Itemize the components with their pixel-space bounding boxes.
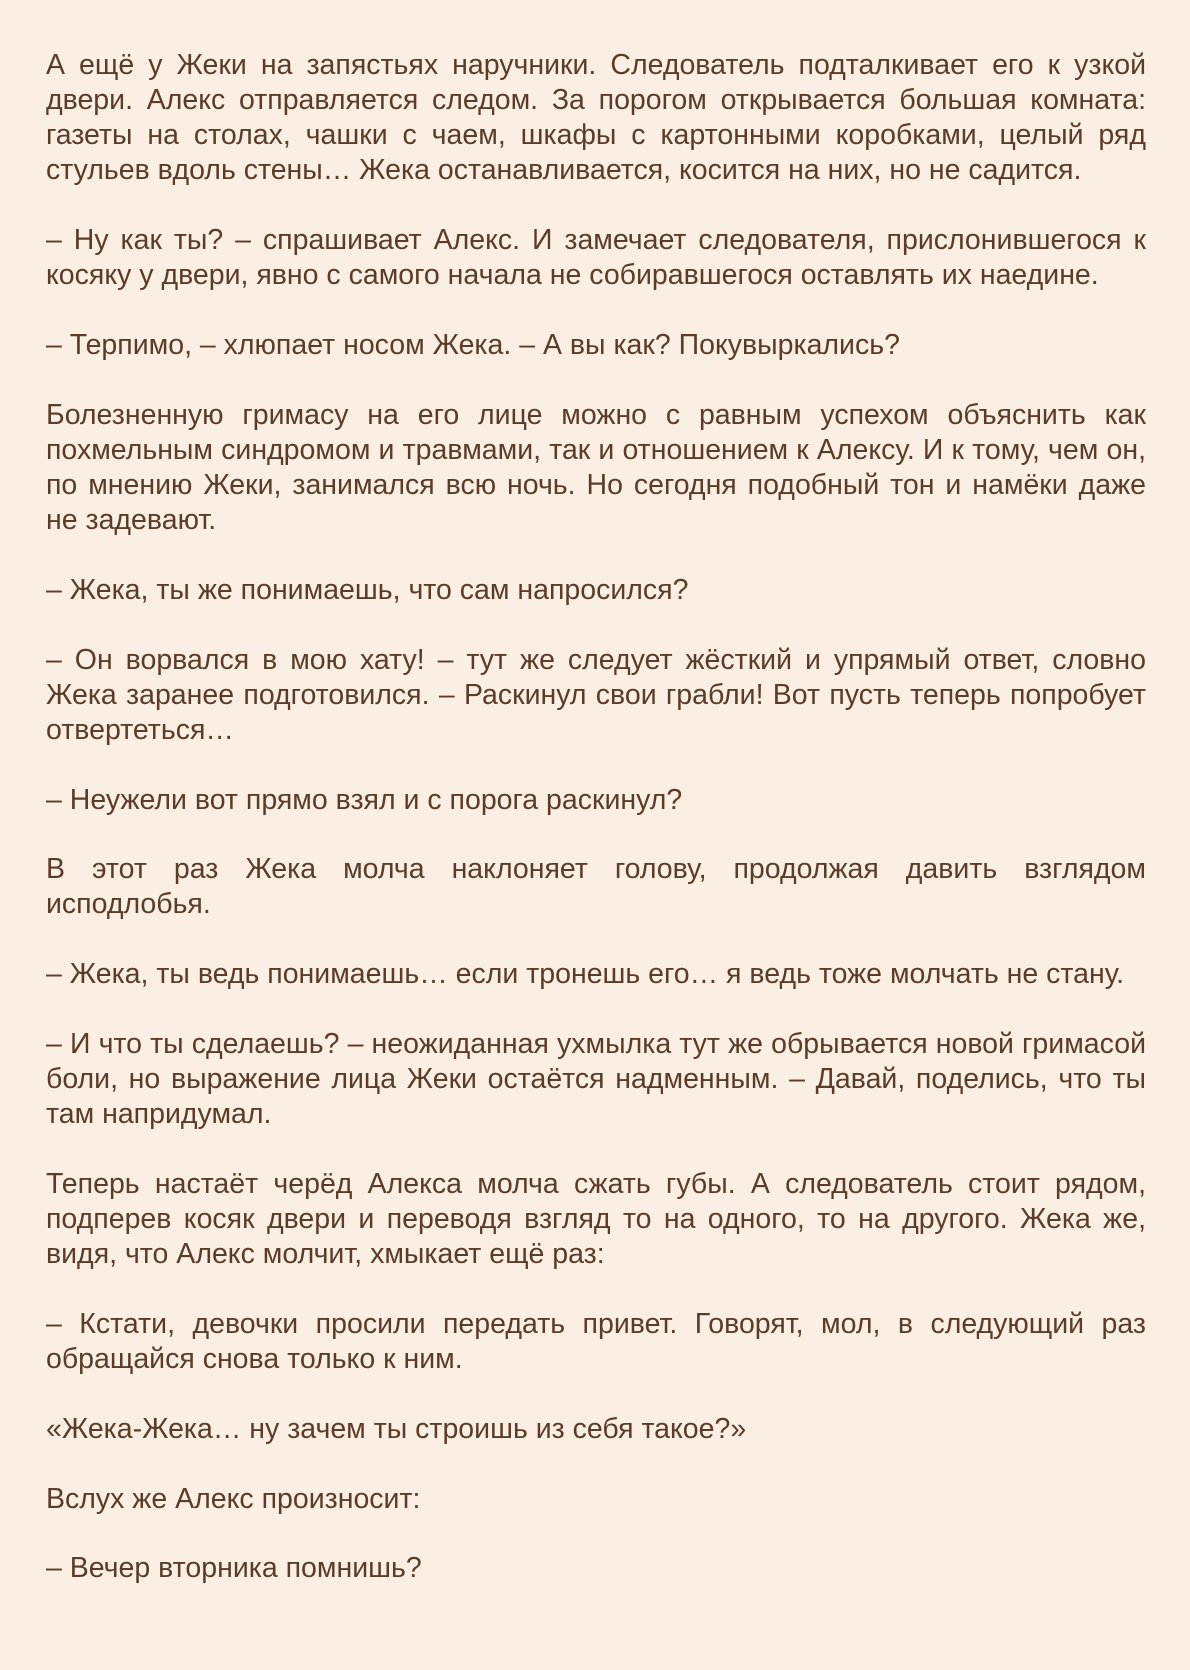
paragraph-2: – Ну как ты? – спрашивает Алекс. И замечает следователя, прислонившегося к косяку у двери, явно с самого начала не собиравшегося оставлять их наедине. (46, 224, 1146, 292)
paragraph-6: – Он ворвался в мою хату! – тут же следует жёсткий и упрямый ответ, словно Жека заранее подготовился. – Раскинул свои грабли! Вот пусть теперь попробует отвертеться… (46, 643, 1146, 746)
paragraph-12: – Кстати, девочки просили передать привет. Говорят, мол, в следующий раз обращайся снова только к ним. (46, 1307, 1146, 1375)
paragraph-8: В этот раз Жека молча наклоняет голову, продолжая давить взглядом исподлобья. (46, 853, 1146, 921)
paragraph-1: А ещё у Жеки на запястьях наручники. Следователь подталкивает его к узкой двери. Алекс отправляется следом. За порогом открывается большая комната: газеты на столах, чашки с чаем, шкафы с картонными коробками, целый ряд стульев вдоль стены… Жека останавливается, косится на них, но не садится. (46, 49, 1146, 187)
paragraph-7: – Неужели вот прямо взял и с порога раскинул? (46, 783, 683, 816)
paragraph-11: Теперь настаёт черёд Алекса молча сжать губы. А следователь стоит рядом, подперев косяк двери и переводя взгляд то на одного, то на другого. Жека же, видя, что Алекс молчит, хмыкает ещё раз: (46, 1167, 1146, 1271)
paragraph-5: – Жека, ты же понимаешь, что сам напросился? (46, 573, 689, 606)
paragraph-10: – И что ты сделаешь? – неожиданная ухмылка тут же обрывается новой гримасой боли, но выражение лица Жеки остаётся надменным. – Давай, поделись, что ты там напридумал. (46, 1027, 1146, 1131)
paragraph-13: «Жека-Жека… ну зачем ты строишь из себя такое?» (46, 1412, 747, 1445)
paragraph-3: – Терпимо, – хлюпает носом Жека. – А вы как? Покувыркались? (46, 328, 900, 361)
paragraph-4: Болезненную гримасу на его лице можно с равным успехом объяснить как похмельным синдромом и травмами, так и отношением к Алексу. И к тому, чем он, по мнению Жеки, занимался всю ночь. Но сегодня подобный тон и намёки даже не задевают. (46, 398, 1146, 536)
paragraph-14: Вслух же Алекс произносит: (46, 1482, 421, 1515)
paragraph-15: – Вечер вторника помнишь? (46, 1552, 422, 1585)
paragraph-9: – Жека, ты ведь понимаешь… если тронешь его… я ведь тоже молчать не стану. (46, 958, 1125, 991)
